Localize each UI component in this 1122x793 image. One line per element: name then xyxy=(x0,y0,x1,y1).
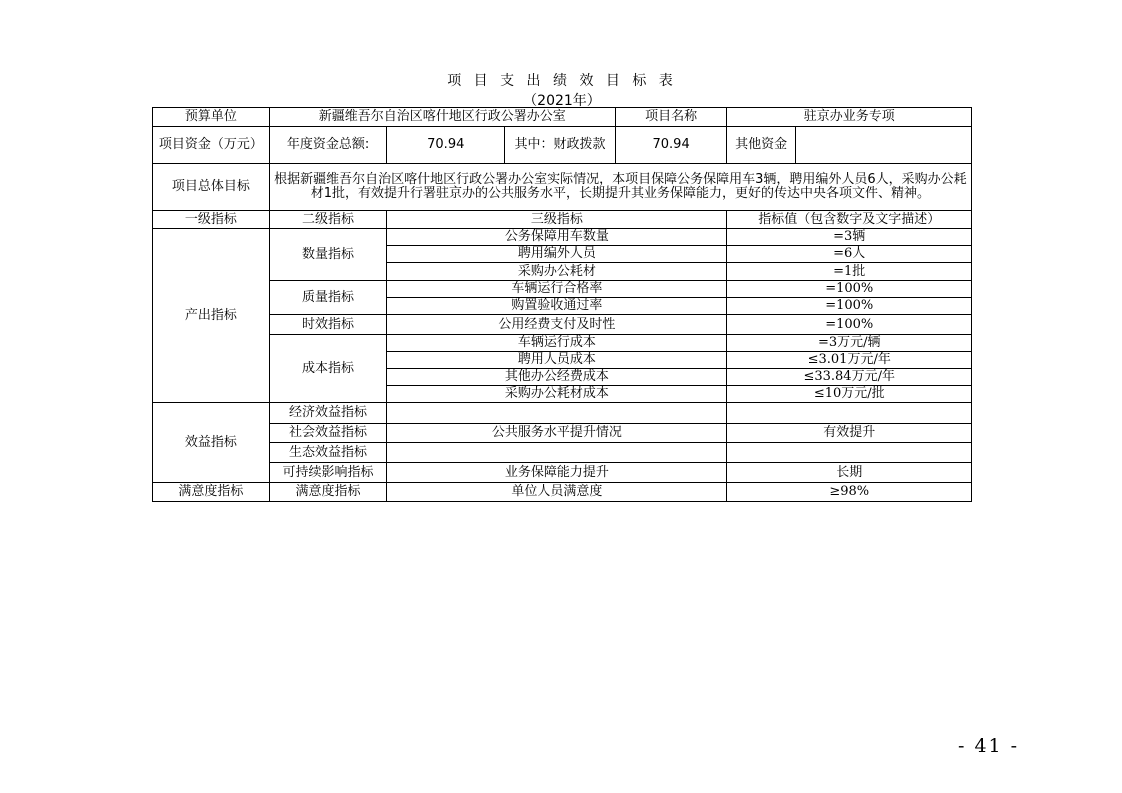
table-row xyxy=(153,335,972,352)
table-row xyxy=(153,443,972,463)
table-row xyxy=(153,403,972,424)
indicator-value: ≤33.84万元/年 xyxy=(727,369,972,386)
indicator-name: 聘用人员成本 xyxy=(387,352,727,369)
indicator-value: =100% xyxy=(727,298,972,315)
table-row xyxy=(153,164,972,211)
indicator-name: 公务保障用车数量 xyxy=(387,229,727,246)
indicator-name: 单位人员满意度 xyxy=(387,483,727,502)
indicator-name: 业务保障能力提升 xyxy=(387,463,727,483)
document-year: （2021年） xyxy=(523,93,601,109)
indicator-value xyxy=(727,403,972,424)
annual-total-value: 70.94 xyxy=(387,127,505,164)
fiscal-label: 其中：财政拨款 xyxy=(505,127,616,164)
overall-goal-text: 根据新疆维吾尔自治区喀什地区行政公署办公室实际情况，本项目保障公务保障用车3辆，聘用编外人员6人，采购办公耗材1批，有效提升行署驻京办的公共服务水平，长期提升其业务保障能力，更好的传达中央各项文件、精神。 xyxy=(269,164,971,211)
table-row xyxy=(153,424,972,443)
indicator-name: 车辆运行合格率 xyxy=(387,281,727,298)
indicator-name: 购置验收通过率 xyxy=(387,298,727,315)
table-row xyxy=(153,108,972,127)
table-row xyxy=(153,315,972,335)
cost-indicator-label: 成本指标 xyxy=(269,335,387,403)
budget-unit-label: 预算单位 xyxy=(153,108,270,127)
indicator-name: 采购办公耗材成本 xyxy=(387,386,727,403)
quality-indicator-label: 质量指标 xyxy=(269,281,387,315)
satisfaction-sub-label: 满意度指标 xyxy=(269,483,387,502)
satisfaction-indicator-label: 满意度指标 xyxy=(153,483,270,502)
table-row xyxy=(153,127,972,164)
other-funds-value xyxy=(795,127,971,164)
project-name-label: 项目名称 xyxy=(615,108,727,127)
other-funds-label: 其他资金 xyxy=(727,127,795,164)
indicator-value: =100% xyxy=(727,315,972,335)
indicator-value: =3辆 xyxy=(727,229,972,246)
indicator-value xyxy=(727,443,972,463)
table-row xyxy=(153,463,972,483)
table-row xyxy=(153,281,972,298)
indicator-name: 公用经费支付及时性 xyxy=(387,315,727,335)
indicator-name: 车辆运行成本 xyxy=(387,335,727,352)
col-header-level3: 三级指标 xyxy=(387,211,727,229)
document-title: 项 目 支 出 绩 效 目 标 表 xyxy=(447,73,677,89)
quantity-indicator-label: 数量指标 xyxy=(269,229,387,281)
fiscal-value: 70.94 xyxy=(615,127,727,164)
col-header-level1: 一级指标 xyxy=(153,211,270,229)
indicator-name: 其他办公经费成本 xyxy=(387,369,727,386)
indicator-name: 公共服务水平提升情况 xyxy=(387,424,727,443)
indicator-value: ≥98% xyxy=(727,483,972,502)
indicator-value: ≤3.01万元/年 xyxy=(727,352,972,369)
social-indicator-label: 社会效益指标 xyxy=(269,424,387,443)
overall-goal-label: 项目总体目标 xyxy=(153,164,270,211)
indicator-value: ≤10万元/批 xyxy=(727,386,972,403)
performance-target-table xyxy=(152,107,972,502)
indicator-value: 长期 xyxy=(727,463,972,483)
indicator-value: =3万元/辆 xyxy=(727,335,972,352)
indicator-value: =1批 xyxy=(727,263,972,281)
table-row xyxy=(153,229,972,246)
economic-indicator-label: 经济效益指标 xyxy=(269,403,387,424)
indicator-name: 聘用编外人员 xyxy=(387,246,727,263)
indicator-name xyxy=(387,443,727,463)
annual-total-label: 年度资金总额: xyxy=(269,127,387,164)
output-indicator-label: 产出指标 xyxy=(153,229,270,403)
ecological-indicator-label: 生态效益指标 xyxy=(269,443,387,463)
timeliness-indicator-label: 时效指标 xyxy=(269,315,387,335)
table-row xyxy=(153,211,972,229)
indicator-value: =6人 xyxy=(727,246,972,263)
indicator-value: 有效提升 xyxy=(727,424,972,443)
col-header-value: 指标值（包含数字及文字描述） xyxy=(727,211,972,229)
page-number: - 41 - xyxy=(958,735,1020,757)
indicator-name xyxy=(387,403,727,424)
benefit-indicator-label: 效益指标 xyxy=(153,403,270,483)
table-row xyxy=(153,483,972,502)
col-header-level2: 二级指标 xyxy=(269,211,387,229)
sustainable-indicator-label: 可持续影响指标 xyxy=(269,463,387,483)
indicator-name: 采购办公耗材 xyxy=(387,263,727,281)
budget-unit-value: 新疆维吾尔自治区喀什地区行政公署办公室 xyxy=(269,108,615,127)
indicator-value: =100% xyxy=(727,281,972,298)
project-name-value: 驻京办业务专项 xyxy=(727,108,972,127)
project-funds-label: 项目资金（万元） xyxy=(153,127,270,164)
